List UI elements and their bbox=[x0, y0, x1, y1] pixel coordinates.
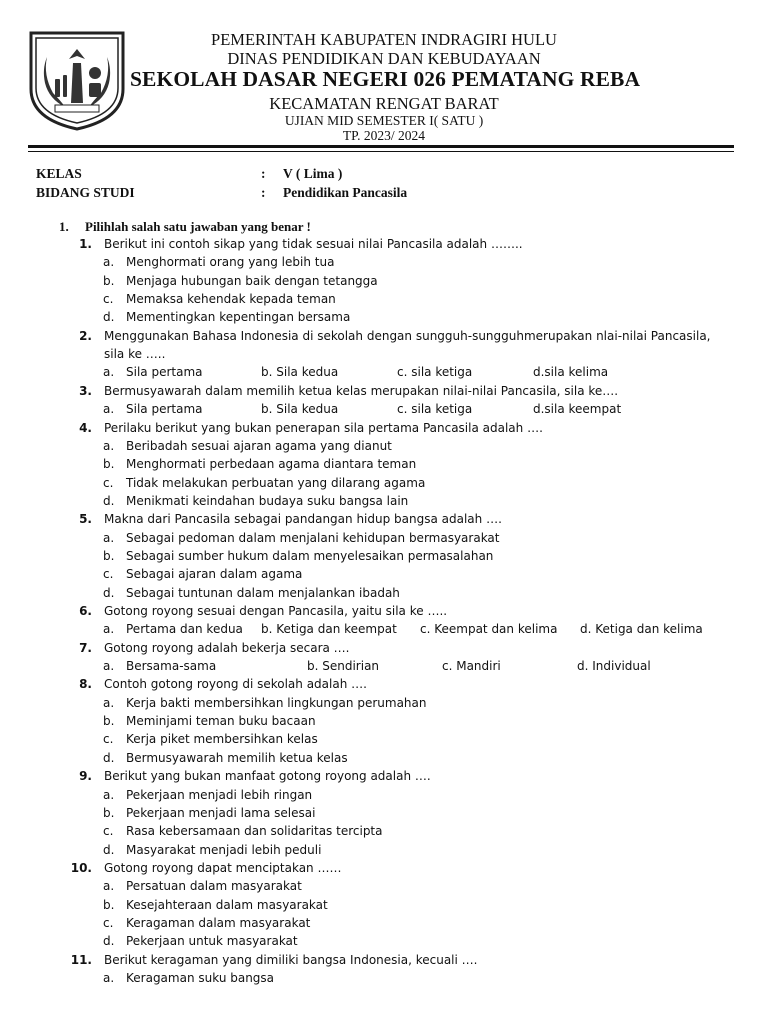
answer-option: c. Mandiri bbox=[442, 659, 501, 674]
question-text-continued: sila ke ….. bbox=[104, 347, 166, 362]
option-letter: a. bbox=[103, 438, 115, 453]
answer-option: Rasa kebersamaan dan solidaritas tercipta bbox=[126, 824, 383, 839]
bidang-studi-separator: : bbox=[261, 185, 266, 200]
answer-option: Persatuan dalam masyarakat bbox=[126, 879, 302, 894]
option-letter: b. bbox=[103, 805, 115, 820]
option-letter: d. bbox=[103, 493, 115, 508]
government-heading: PEMERINTAH KABUPATEN INDRAGIRI HULU bbox=[211, 30, 557, 49]
answer-option: Sebagai sumber hukum dalam menyelesaikan permasalahan bbox=[126, 548, 494, 563]
option-letter: c. bbox=[103, 732, 114, 747]
answer-option: Pekerjaan untuk masyarakat bbox=[126, 934, 298, 949]
option-letter: a. bbox=[103, 365, 115, 380]
answer-option: Sila pertama bbox=[126, 402, 203, 417]
bidang-studi-value: Pendidikan Pancasila bbox=[283, 185, 408, 200]
option-letter: b. bbox=[103, 714, 115, 729]
header-divider-thin bbox=[28, 151, 734, 152]
answer-option: Beribadah sesuai ajaran agama yang dianut bbox=[126, 438, 392, 453]
question-text: Contoh gotong royong di sekolah adalah …. bbox=[104, 677, 367, 692]
answer-option: Keragaman dalam masyarakat bbox=[126, 915, 311, 930]
question-number: 6. bbox=[79, 604, 92, 618]
answer-option: Sila pertama bbox=[126, 365, 203, 380]
question-number: 1. bbox=[79, 237, 92, 251]
question-text: Gotong royong dapat menciptakan …… bbox=[104, 860, 342, 875]
answer-option: Menghormati perbedaan agama diantara teman bbox=[126, 457, 417, 472]
option-letter: c. bbox=[103, 292, 114, 307]
district-heading: KECAMATAN RENGAT BARAT bbox=[269, 94, 499, 113]
answer-option: Kesejahteraan dalam masyarakat bbox=[126, 897, 328, 912]
answer-option: Meminjami teman buku bacaan bbox=[126, 714, 316, 729]
answer-option: Memaksa kehendak kepada teman bbox=[126, 292, 336, 307]
question-text: Perilaku berikut yang bukan penerapan sila pertama Pancasila adalah …. bbox=[104, 420, 543, 435]
option-letter: b. bbox=[103, 457, 115, 472]
option-letter: b. bbox=[103, 897, 115, 912]
answer-option: Sebagai tuntunan dalam menjalankan ibadah bbox=[126, 585, 400, 600]
answer-option: Sebagai pedoman dalam menjalani kehidupan bermasyarakat bbox=[126, 530, 500, 545]
option-letter: a. bbox=[103, 879, 115, 894]
school-year: TP. 2023/ 2024 bbox=[342, 128, 426, 143]
question-number: 2. bbox=[79, 328, 92, 343]
answer-option: Keragaman suku bangsa bbox=[126, 971, 275, 985]
question-text: Gotong royong adalah bekerja secara …. bbox=[104, 640, 350, 655]
question-number: 10. bbox=[70, 860, 92, 875]
kelas-label: KELAS bbox=[36, 166, 82, 181]
answer-option: c. sila ketiga bbox=[397, 402, 473, 417]
answer-option: Bersama-sama bbox=[126, 659, 217, 674]
answer-option: b. Sila kedua bbox=[261, 365, 339, 380]
answer-option: c. Keempat dan kelima bbox=[420, 622, 558, 637]
answer-option: d. Ketiga dan kelima bbox=[580, 622, 703, 637]
option-letter: b. bbox=[103, 548, 115, 563]
question-number: 8. bbox=[79, 677, 92, 692]
option-letter: c. bbox=[103, 915, 114, 930]
exam-title: UJIAN MID SEMESTER I( SATU ) bbox=[284, 113, 484, 128]
option-letter: a. bbox=[103, 255, 115, 270]
option-letter: a. bbox=[103, 622, 115, 637]
answer-option: b. Sila kedua bbox=[261, 402, 339, 417]
question-text: Bermusyawarah dalam memilih ketua kelas merupakan nilai-nilai Pancasila, sila ke…. bbox=[104, 383, 619, 398]
option-letter: a. bbox=[103, 402, 115, 417]
option-letter: d. bbox=[103, 585, 115, 600]
question-number: 5. bbox=[79, 512, 92, 527]
section-instruction: Pilihlah salah satu jawaban yang benar ! bbox=[85, 219, 311, 234]
answer-option: Pekerjaan menjadi lebih ringan bbox=[126, 787, 313, 802]
answer-option: Tidak melakukan perbuatan yang dilarang agama bbox=[126, 475, 426, 490]
question-text: Makna dari Pancasila sebagai pandangan hidup bangsa adalah …. bbox=[104, 512, 502, 527]
option-letter: d. bbox=[103, 750, 115, 765]
question-text: Berikut yang bukan manfaat gotong royong adalah …. bbox=[104, 769, 431, 784]
answer-option: b. Sendirian bbox=[307, 659, 380, 674]
answer-option: Menikmati keindahan budaya suku bangsa lain bbox=[126, 493, 409, 508]
school-name: SEKOLAH DASAR NEGERI 026 PEMATANG REBA bbox=[130, 67, 641, 91]
section-number: 1. bbox=[59, 219, 69, 234]
answer-option: Pertama dan kedua bbox=[126, 622, 243, 637]
answer-option: Menjaga hubungan baik dengan tetangga bbox=[126, 273, 378, 288]
option-letter: a. bbox=[103, 530, 115, 545]
department-heading: DINAS PENDIDIKAN DAN KEBUDAYAAN bbox=[227, 49, 541, 68]
answer-option: Sebagai ajaran dalam agama bbox=[126, 567, 303, 582]
option-letter: c. bbox=[103, 824, 114, 839]
question-text: Berikut ini contoh sikap yang tidak sesuai nilai Pancasila adalah …….. bbox=[104, 237, 523, 251]
question-number: 3. bbox=[79, 383, 92, 398]
answer-option: Mementingkan kepentingan bersama bbox=[126, 310, 351, 325]
question-text: Menggunakan Bahasa Indonesia di sekolah dengan sungguh-sungguhmerupakan nlai-nilai Pancasila, bbox=[104, 328, 711, 343]
answer-option: d.sila kelima bbox=[533, 365, 609, 380]
question-text: Berikut keragaman yang dimiliki bangsa Indonesia, kecuali …. bbox=[104, 952, 478, 967]
option-letter: a. bbox=[103, 695, 115, 710]
answer-option: Menghormati orang yang lebih tua bbox=[126, 255, 335, 270]
question-number: 7. bbox=[79, 640, 92, 655]
option-letter: b. bbox=[103, 273, 115, 288]
option-letter: d. bbox=[103, 310, 115, 325]
option-letter: d. bbox=[103, 934, 115, 949]
answer-option: Pekerjaan menjadi lama selesai bbox=[126, 805, 316, 820]
option-letter: a. bbox=[103, 787, 115, 802]
kelas-value: V ( Lima ) bbox=[283, 166, 343, 181]
option-letter: c. bbox=[103, 475, 114, 490]
answer-option: c. sila ketiga bbox=[397, 365, 473, 380]
answer-option: b. Ketiga dan keempat bbox=[261, 622, 397, 637]
option-letter: d. bbox=[103, 842, 115, 857]
option-letter: a. bbox=[103, 971, 115, 985]
option-letter: c. bbox=[103, 567, 114, 582]
answer-option: d. Individual bbox=[577, 659, 651, 674]
answer-option: Kerja piket membersihkan kelas bbox=[126, 732, 318, 747]
answer-option: Bermusyawarah memilih ketua kelas bbox=[126, 750, 348, 765]
header-divider-thick bbox=[28, 145, 734, 148]
answer-option: d.sila keempat bbox=[533, 402, 622, 417]
question-number: 11. bbox=[70, 952, 92, 967]
question-number: 9. bbox=[79, 769, 92, 784]
answer-option: Masyarakat menjadi lebih peduli bbox=[126, 842, 322, 857]
indragiri-hulu-coat-of-arms-icon bbox=[25, 27, 129, 132]
question-number: 4. bbox=[79, 420, 92, 435]
option-letter: a. bbox=[103, 659, 115, 674]
answer-option: Kerja bakti membersihkan lingkungan perumahan bbox=[126, 695, 427, 710]
kelas-separator: : bbox=[261, 166, 266, 181]
question-text: Gotong royong sesuai dengan Pancasila, yaitu sila ke ….. bbox=[104, 604, 448, 618]
bidang-studi-label: BIDANG STUDI bbox=[36, 185, 135, 200]
